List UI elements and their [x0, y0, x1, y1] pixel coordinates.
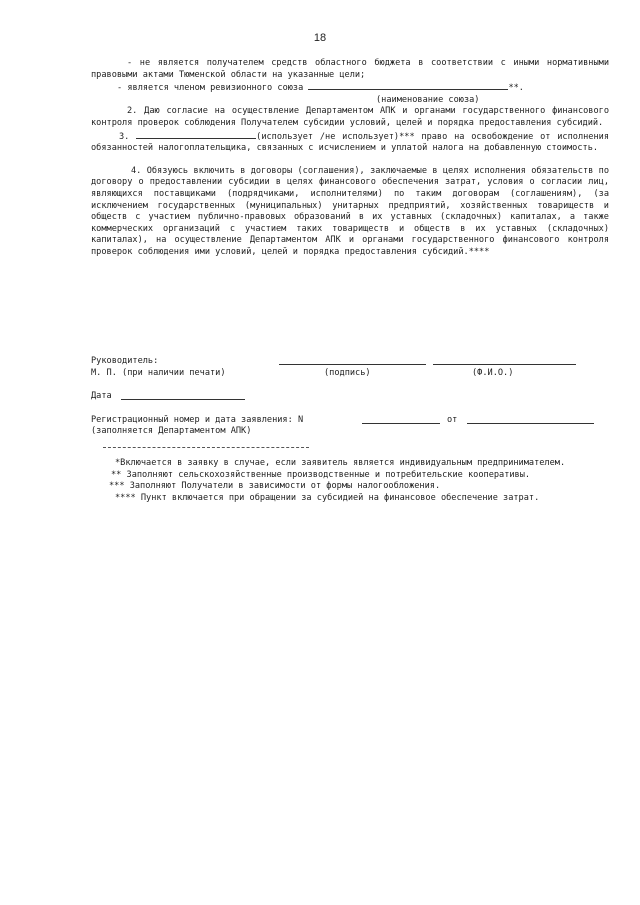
paragraph-not-budget-recipient: - не является получателем средств областного бюджета в соответствии с иными нормативными правовыми актами Тюменской области на указанные цели; [91, 58, 609, 80]
signature-caption: (подпись) [324, 367, 371, 378]
spacer [91, 403, 609, 415]
stamp-row [91, 368, 609, 380]
date-line [121, 399, 245, 400]
registration-note: (заполняется Департаментом АПК) [91, 426, 252, 437]
footnote-1: *Включается в заявку в случае, если заявитель является индивидуальным предпринимателем. [115, 458, 566, 468]
spacer [91, 155, 609, 166]
signature-line [279, 364, 426, 365]
head-row [91, 356, 609, 368]
head-label: Руководитель: [91, 356, 159, 366]
footnote-2: ** Заполняют сельскохозяйственные производственные и потребительские кооперативы. [111, 469, 531, 480]
paragraph-vat-exemption [91, 130, 609, 155]
registration-from: от [447, 414, 458, 425]
audit-union-blank [308, 81, 508, 90]
registration-label: Регистрационный номер и дата заявления: N [91, 414, 304, 425]
audit-union-caption: (наименование союза) [376, 94, 480, 105]
vat-number: 3. [119, 131, 137, 142]
vat-blank [136, 130, 256, 139]
fio-line [433, 364, 576, 365]
page-number: 18 [313, 32, 327, 44]
stamp-label: М. П. (при наличии печати) [91, 367, 226, 378]
document-body [91, 58, 609, 259]
footnote-separator [103, 447, 309, 448]
paragraph-obligation: 4. Обязуюсь включить в договоры (соглашения), заключаемые в целях исполнения обязательств по договору о предоставлении субсидии в целях финансового обеспечения затрат, условия о согласии лиц, являющихся поставщиками (подрядчиками, исполнителями) по таким договорам (соглашениям), (за исключением государственных (муниципальных) унитарных предприятий, хозяйственных товариществ и обществ с участием публично-правовых образований в их уставных (складочных) капиталах, а также коммерческих организаций с участием таких товариществ и обществ в их уставных (складочных) капиталах), на осуществление Департаментом АПК и органами государственного финансового контроля проверок соблюдения ими условий, целей и порядка предоставления субсидий.**** [91, 165, 609, 257]
paragraph-audit-union [91, 81, 609, 95]
signature-block [91, 356, 609, 438]
footnote-4: **** Пункт включается при обращении за субсидией на финансовое обеспечение затрат. [115, 492, 540, 503]
date-row [91, 391, 609, 403]
paragraph-consent: 2. Даю согласие на осуществление Департаментом АПК и органами государственного финансового контроля проверок соблюдения Получателем субсидии условий, целей и порядка предоставления субсидий. [91, 106, 609, 128]
audit-union-suffix: **. [508, 83, 524, 94]
registration-date-line [467, 423, 594, 424]
registration-note-row [91, 426, 609, 438]
date-label: Дата [91, 391, 112, 402]
audit-union-text: - является членом ревизионного союза [117, 83, 309, 94]
vat-text: (использует /не использует)*** право на освобождение от исполнения обязанностей налогоплательщика, связанных с исчислением и уплатой налога на добавленную стоимость. [91, 131, 609, 154]
spacer [91, 379, 609, 391]
registration-number-line [362, 423, 440, 424]
fio-caption: (Ф.И.О.) [472, 367, 514, 378]
registration-row [91, 415, 609, 427]
footnotes [91, 458, 609, 504]
footnote-3: *** Заполняют Получатели в зависимости от формы налогообложения. [109, 481, 441, 492]
